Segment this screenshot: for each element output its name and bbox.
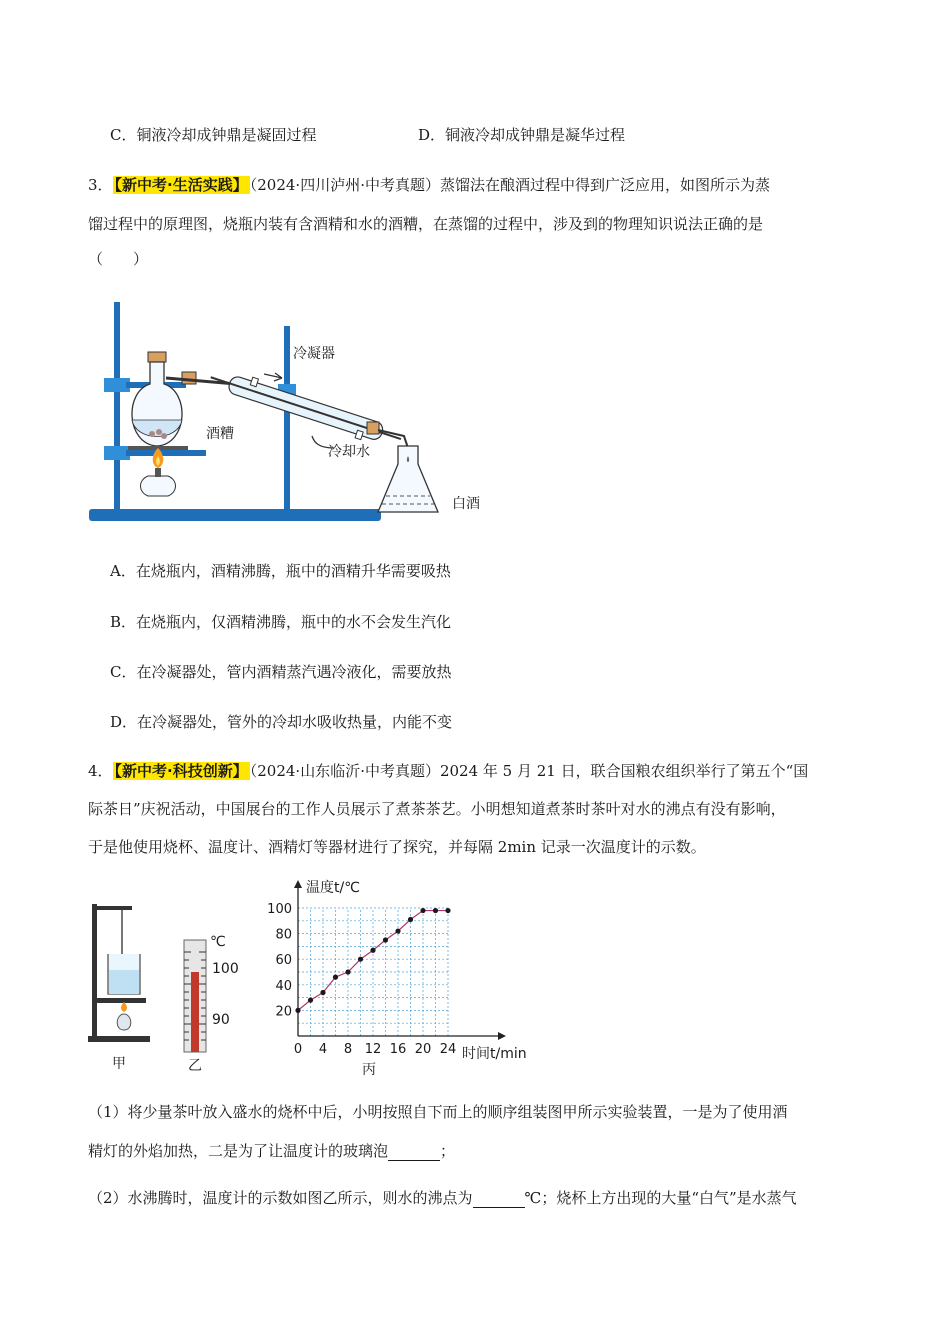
distillation-diagram — [86, 296, 506, 528]
q4-stem-2: 际茶日”庆祝活动，中国展台的工作人员展示了煮茶茶艺。小明想知道煮茶时茶叶对水的沸点有没有影响， — [88, 800, 786, 818]
q3-option-c: C．在冷凝器处，管内酒精蒸汽遇冷液化，需要放热 — [110, 663, 452, 681]
q3-number: 3． — [88, 176, 113, 194]
q4-stem-1: 2024 年 5 月 21 日，联合国粮农组织举行了第五个“国 — [439, 762, 809, 780]
chart-xlabel: 时间t/min — [462, 1046, 527, 1062]
q4-sub1-end: ； — [440, 1142, 456, 1160]
chart-point — [295, 1008, 300, 1013]
answer-blank-1[interactable] — [388, 1147, 440, 1161]
chart-x-tick-0: 0 — [293, 1042, 303, 1057]
flask-stopper — [148, 352, 166, 362]
stand-rod-left — [114, 302, 120, 512]
chart-point — [345, 969, 350, 974]
label-bing: 丙 — [362, 1062, 376, 1076]
label-liquor: 白酒 — [452, 496, 480, 512]
q4-tag: 【新中考·科技创新】 — [114, 762, 248, 780]
label-condenser: 冷凝器 — [293, 346, 335, 362]
chart-x-tick-8: 8 — [343, 1042, 353, 1057]
q4-source: （2024·山东临沂·中考真题） — [249, 762, 440, 780]
q3-source: （2024·四川泸州·中考真题） — [249, 176, 440, 194]
thermometer-mercury — [191, 972, 199, 1052]
chart-y-tick-80: 80 — [275, 927, 292, 943]
chart-point — [395, 928, 400, 933]
thermo-unit: ℃ — [210, 934, 226, 950]
chart-point — [308, 998, 313, 1003]
q4-stem-3: 于是他使用烧杯、温度计、酒精灯等器材进行了探究，并每隔 2min 记录一次温度计的示数。 — [88, 838, 706, 856]
q4-sub1-line2 — [88, 1140, 455, 1161]
chart-point — [408, 917, 413, 922]
q3-stem-2: 馏过程中的原理图，烧瓶内装有含酒精和水的酒糟，在蒸馏的过程中，涉及到的物理知识说法正确的是 — [88, 215, 764, 233]
q2-option-c: C．铜液冷却成钟鼎是凝固过程 — [110, 126, 317, 144]
q4-sub2-line — [88, 1187, 797, 1208]
q4-sub2-a: （2）水沸腾时，温度计的示数如图乙所示，则水的沸点为 — [88, 1189, 473, 1207]
chart-point — [383, 937, 388, 942]
label-mash: 酒糟 — [206, 426, 234, 442]
answer-blank-2[interactable] — [473, 1194, 525, 1208]
chart-x-tick-4: 4 — [318, 1042, 328, 1057]
figure-yi-thermometer — [176, 926, 256, 1076]
q4-line1 — [88, 760, 808, 781]
chart-point — [420, 908, 425, 913]
q4-sub2-b: ℃；烧杯上方出现的大量“白气”是水蒸气 — [524, 1189, 797, 1207]
chart-y-tick-100: 100 — [267, 902, 292, 917]
figure-bing-chart — [262, 876, 542, 1076]
condenser-tube — [207, 365, 405, 452]
chart-point — [445, 908, 450, 913]
q3-option-b: B．在烧瓶内，仅酒精沸腾，瓶中的水不会发生汽化 — [110, 613, 452, 631]
q4-number: 4． — [88, 762, 113, 780]
figure-jia-apparatus — [86, 896, 156, 1076]
thermo-tick-90: 90 — [212, 1012, 230, 1028]
q3-option-d: D．在冷凝器处，管外的冷却水吸收热量，内能不变 — [110, 713, 453, 731]
thermo-tick-100: 100 — [212, 961, 239, 977]
chart-y-tick-20: 20 — [275, 1004, 292, 1020]
stand-base-left — [89, 509, 239, 521]
chart-ylabel: 温度t/℃ — [306, 880, 360, 896]
q3-line1 — [88, 174, 770, 195]
chart-x-tick-24: 24 — [439, 1042, 457, 1057]
label-jia: 甲 — [112, 1056, 126, 1072]
stand-rod-right — [284, 326, 290, 512]
chart-y-tick-40: 40 — [275, 978, 292, 994]
q4-sub1-line1: （1）将少量茶叶放入盛水的烧杯中后，小明按照自下而上的顺序组装图甲所示实验装置，一是为了使用酒 — [88, 1103, 788, 1121]
chart-point — [333, 975, 338, 980]
chart-y-tick-60: 60 — [275, 953, 292, 969]
chart-x-tick-12: 12 — [364, 1042, 382, 1057]
label-cooling-water: 冷却水 — [328, 444, 370, 460]
q3-tag: 【新中考·生活实践】 — [114, 176, 248, 194]
label-yi: 乙 — [188, 1058, 202, 1074]
q3-paren: （ ） — [88, 250, 149, 268]
chart-x-tick-20: 20 — [414, 1042, 432, 1057]
chart-point — [433, 908, 438, 913]
chart-x-tick-16: 16 — [389, 1042, 407, 1057]
q2-option-d: D．铜液冷却成钟鼎是凝华过程 — [418, 126, 626, 144]
chart-point — [370, 948, 375, 953]
chart-grid — [298, 908, 448, 1036]
q4-sub1-text: 精灯的外焰加热，二是为了让温度计的玻璃泡 — [88, 1142, 389, 1160]
stand-base-right — [231, 509, 381, 521]
chart-point — [320, 990, 325, 995]
conical-flask — [378, 446, 438, 512]
q3-stem-1: 蒸馏法在酿酒过程中得到广泛应用，如图所示为蒸 — [439, 176, 770, 194]
q3-option-a: A．在烧瓶内，酒精沸腾，瓶中的酒精升华需要吸热 — [110, 562, 451, 580]
alcohol-lamp — [141, 476, 176, 496]
chart-point — [358, 957, 363, 962]
